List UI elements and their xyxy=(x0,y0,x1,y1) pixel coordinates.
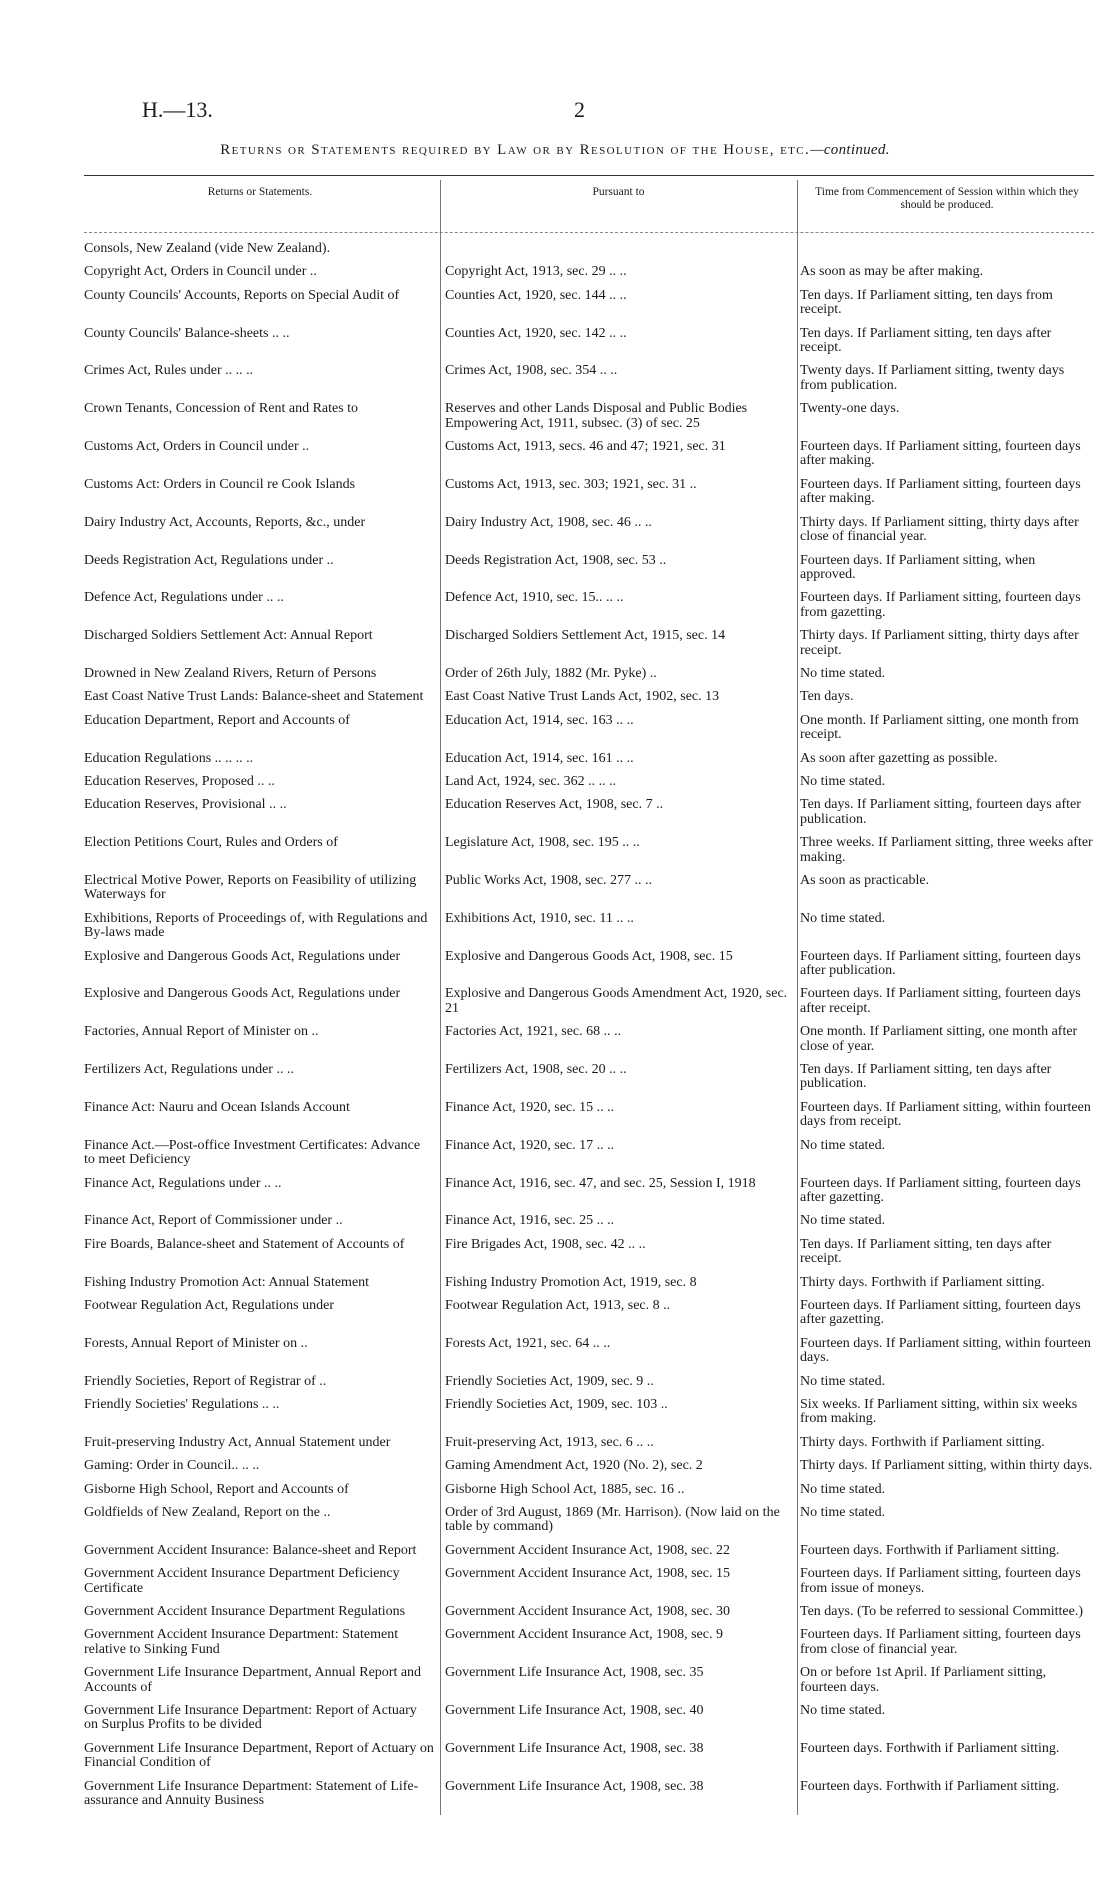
cell-time: Thirty days. If Parliament sitting, thirty days after close of financial year. xyxy=(800,514,1079,545)
cell-return: Fruit-preserving Industry Act, Annual Statement under xyxy=(84,1434,391,1450)
table-row xyxy=(84,327,1094,356)
table-row xyxy=(84,1628,1094,1657)
table-row xyxy=(84,1567,1094,1596)
cell-time: On or before 1st April. If Parliament sitting, fourteen days. xyxy=(800,1665,1047,1695)
table-row xyxy=(84,1337,1094,1366)
column-header-returns: Returns or Statements. xyxy=(207,186,313,198)
cell-pursuant: Fishing Industry Promotion Act, 1919, sec. 8 xyxy=(445,1274,697,1290)
cell-time: Fourteen days. If Parliament sitting, fourteen days after gazetting. xyxy=(800,1175,1081,1205)
cell-pursuant: Reserves and other Lands Disposal and Public Bodies Empowering Act, 1911, subsec. (3) of sec. 25 xyxy=(445,401,748,431)
cell-time: Ten days. If Parliament sitting, ten days after receipt. xyxy=(800,1236,1052,1267)
cell-return: Government Accident Insurance: Balance-sheet and Report xyxy=(84,1542,417,1558)
returns-table xyxy=(84,242,1094,1818)
cell-return: East Coast Native Trust Lands: Balance-sheet and Statement xyxy=(84,689,424,705)
cell-return: Government Life Insurance Department: Report of Actuary on Surplus Profits to be divided xyxy=(84,1703,417,1733)
cell-return: Goldfields of New Zealand, Report on the .. xyxy=(84,1505,331,1520)
cell-time: Fourteen days. If Parliament sitting, fourteen days after receipt. xyxy=(800,986,1081,1016)
cell-return: Government Accident Insurance Department: Statement relative to Sinking Fund xyxy=(84,1627,399,1657)
cell-time: As soon as may be after making. xyxy=(800,264,984,280)
cell-return: Footwear Regulation Act, Regulations under xyxy=(84,1297,335,1313)
table-row xyxy=(84,1375,1094,1389)
table-row xyxy=(84,242,1094,256)
cell-pursuant: Footwear Regulation Act, 1913, sec. 8 .. xyxy=(445,1297,671,1313)
table-row xyxy=(84,478,1094,507)
cell-pursuant: Government Accident Insurance Act, 1908, sec. 15 xyxy=(445,1566,730,1582)
table-row xyxy=(84,667,1094,681)
cell-pursuant: Forests Act, 1921, sec. 64 .. .. xyxy=(445,1335,611,1351)
cell-time: Fourteen days. Forthwith if Parliament sitting. xyxy=(800,1542,1060,1558)
cell-pursuant: Copyright Act, 1913, sec. 29 .. .. xyxy=(445,264,627,280)
cell-pursuant: Fruit-preserving Act, 1913, sec. 6 .. .. xyxy=(445,1434,654,1450)
cell-return: Defence Act, Regulations under .. .. xyxy=(84,590,284,606)
cell-time: Twenty days. If Parliament sitting, twenty days from publication. xyxy=(800,363,1065,393)
report-reference: H.—13. xyxy=(142,97,213,122)
cell-pursuant: Finance Act, 1920, sec. 15 .. .. xyxy=(445,1099,615,1115)
table-row xyxy=(84,289,1094,318)
cell-pursuant: Customs Act, 1913, sec. 303; 1921, sec. 31 .. xyxy=(445,476,697,492)
cell-time: As soon after gazetting as possible. xyxy=(800,750,998,766)
cell-pursuant: Government Accident Insurance Act, 1908, sec. 30 xyxy=(445,1604,730,1620)
cell-pursuant: Government Life Insurance Act, 1908, sec. 40 xyxy=(445,1703,704,1719)
cell-time: Fourteen days. If Parliament sitting, fourteen days after making. xyxy=(800,476,1081,507)
cell-time: Thirty days. Forthwith if Parliament sitting. xyxy=(800,1434,1045,1450)
table-row xyxy=(84,591,1094,620)
table-row xyxy=(84,1299,1094,1328)
table-row xyxy=(84,1544,1094,1558)
table-row xyxy=(84,798,1094,827)
cell-time: Six weeks. If Parliament sitting, within six weeks from making. xyxy=(800,1396,1078,1427)
cell-return: Dairy Industry Act, Accounts, Reports, &c., under xyxy=(84,514,366,530)
cell-return: Government Life Insurance Department, Report of Actuary on Financial Condition of xyxy=(84,1740,434,1771)
cell-return: Finance Act, Report of Commissioner under .. xyxy=(84,1213,343,1229)
cell-time: Thirty days. If Parliament sitting, thirty days after receipt. xyxy=(800,628,1079,658)
cell-pursuant: Gaming Amendment Act, 1920 (No. 2), sec. 2 xyxy=(445,1458,703,1474)
cell-time: Fourteen days. Forthwith if Parliament sitting. xyxy=(800,1778,1060,1794)
cell-time: No time stated. xyxy=(800,1213,886,1229)
cell-time: Fourteen days. If Parliament sitting, fourteen days after publication. xyxy=(800,948,1081,979)
cell-return: Government Life Insurance Department, Annual Report and Accounts of xyxy=(84,1665,422,1695)
cell-time: No time stated. xyxy=(800,1481,886,1497)
cell-time: Ten days. If Parliament sitting, ten days after receipt. xyxy=(800,325,1052,356)
cell-pursuant: East Coast Native Trust Lands Act, 1902, sec. 13 xyxy=(445,689,720,705)
cell-return: Forests, Annual Report of Minister on .. xyxy=(84,1335,308,1351)
table-row xyxy=(84,516,1094,545)
cell-return: Friendly Societies, Report of Registrar of .. xyxy=(84,1373,327,1389)
cell-time: Fourteen days. Forthwith if Parliament sitting. xyxy=(800,1740,1060,1756)
cell-time: No time stated. xyxy=(800,910,886,926)
table-row xyxy=(84,1605,1094,1619)
title-suffix: —continued. xyxy=(810,142,890,158)
cell-time: No time stated. xyxy=(800,1703,886,1719)
cell-return: Finance Act, Regulations under .. .. xyxy=(84,1175,282,1191)
table-row xyxy=(84,629,1094,658)
table-row xyxy=(84,1780,1094,1809)
cell-time: Ten days. xyxy=(800,689,854,705)
cell-time: Thirty days. Forthwith if Parliament sitting. xyxy=(800,1274,1045,1290)
cell-time: Fourteen days. If Parliament sitting, fourteen days from issue of moneys. xyxy=(800,1566,1081,1596)
cell-time: Fourteen days. If Parliament sitting, fourteen days from gazetting. xyxy=(800,590,1081,620)
cell-return: Election Petitions Court, Rules and Orders of xyxy=(84,835,338,851)
cell-return: Customs Act, Orders in Council under .. xyxy=(84,439,310,455)
cell-return: County Councils' Balance-sheets .. .. xyxy=(84,325,290,341)
title-text: Returns or Statements required by Law or by Resolution of the House, etc. xyxy=(220,142,811,158)
table-row xyxy=(84,1276,1094,1290)
cell-return: Finance Act: Nauru and Ocean Islands Account xyxy=(84,1099,350,1115)
cell-pursuant: Counties Act, 1920, sec. 144 .. .. xyxy=(445,287,627,303)
cell-pursuant: Defence Act, 1910, sec. 15.. .. .. xyxy=(445,590,624,606)
table-row xyxy=(84,775,1094,789)
cell-pursuant: Legislature Act, 1908, sec. 195 .. .. xyxy=(445,835,640,851)
table-row xyxy=(84,836,1094,865)
cell-pursuant: Fire Brigades Act, 1908, sec. 42 .. .. xyxy=(445,1236,646,1252)
table-row xyxy=(84,1742,1094,1771)
cell-time: No time stated. xyxy=(800,1505,886,1520)
cell-return: Fishing Industry Promotion Act: Annual Statement xyxy=(84,1274,370,1290)
cell-pursuant: Explosive and Dangerous Goods Act, 1908, sec. 15 xyxy=(445,948,733,964)
table-row xyxy=(84,950,1094,979)
cell-pursuant: Explosive and Dangerous Goods Amendment Act, 1920, sec. 21 xyxy=(445,986,788,1016)
cell-return: Consols, New Zealand (vide New Zealand). xyxy=(84,241,331,256)
table-row xyxy=(84,1101,1094,1130)
table-row xyxy=(84,1177,1094,1206)
cell-return: Crimes Act, Rules under .. .. .. xyxy=(84,363,254,379)
cell-pursuant: Government Life Insurance Act, 1908, sec. 35 xyxy=(445,1665,704,1681)
cell-time: No time stated. xyxy=(800,1373,886,1389)
cell-pursuant: Government Life Insurance Act, 1908, sec. 38 xyxy=(445,1778,704,1794)
cell-pursuant: Education Reserves Act, 1908, sec. 7 .. xyxy=(445,797,664,813)
cell-pursuant: Land Act, 1924, sec. 362 .. .. .. xyxy=(445,773,617,789)
cell-return: County Councils' Accounts, Reports on Special Audit of xyxy=(84,287,400,303)
header-bottom-rule xyxy=(84,232,1094,233)
column-header-time: Time from Commencement of Session within which they should be produced. xyxy=(815,186,1079,211)
cell-time: One month. If Parliament sitting, one month after close of year. xyxy=(800,1024,1078,1054)
cell-return: Crown Tenants, Concession of Rent and Rates to xyxy=(84,401,359,417)
cell-return: Fire Boards, Balance-sheet and Statement of Accounts of xyxy=(84,1236,405,1252)
cell-time: Fourteen days. If Parliament sitting, fourteen days from close of financial year. xyxy=(800,1627,1081,1657)
cell-pursuant: Finance Act, 1916, sec. 25 .. .. xyxy=(445,1213,615,1229)
cell-time: Ten days. If Parliament sitting, fourteen days after publication. xyxy=(800,797,1081,827)
cell-return: Education Reserves, Provisional .. .. xyxy=(84,797,287,813)
cell-time: Ten days. (To be referred to sessional Committee.) xyxy=(800,1604,1084,1620)
cell-return: Deeds Registration Act, Regulations under .. xyxy=(84,552,334,568)
cell-return: Government Life Insurance Department: Statement of Life-assurance and Annuity Business xyxy=(84,1778,419,1809)
cell-return: Fertilizers Act, Regulations under .. .. xyxy=(84,1062,294,1078)
header-top-rule xyxy=(84,175,1094,176)
table-row xyxy=(84,1398,1094,1427)
table-row xyxy=(84,1214,1094,1228)
cell-time: Fourteen days. If Parliament sitting, within fourteen days. xyxy=(800,1335,1091,1366)
cell-pursuant: Customs Act, 1913, secs. 46 and 47; 1921, sec. 31 xyxy=(445,439,726,455)
table-row xyxy=(84,1436,1094,1450)
cell-return: Copyright Act, Orders in Council under .. xyxy=(84,264,317,280)
cell-time: No time stated. xyxy=(800,773,886,789)
cell-pursuant: Fertilizers Act, 1908, sec. 20 .. .. xyxy=(445,1062,627,1078)
cell-return: Education Regulations .. .. .. .. xyxy=(84,750,254,766)
cell-return: Gisborne High School, Report and Accounts of xyxy=(84,1481,349,1497)
cell-return: Drowned in New Zealand Rivers, Return of Persons xyxy=(84,665,377,681)
cell-return: Friendly Societies' Regulations .. .. xyxy=(84,1396,280,1412)
table-row xyxy=(84,874,1094,903)
cell-return: Explosive and Dangerous Goods Act, Regulations under xyxy=(84,986,401,1002)
table-row xyxy=(84,1666,1094,1695)
cell-pursuant: Friendly Societies Act, 1909, sec. 9 .. xyxy=(445,1373,654,1389)
cell-pursuant: Gisborne High School Act, 1885, sec. 16 .. xyxy=(445,1481,685,1497)
cell-pursuant: Order of 3rd August, 1869 (Mr. Harrison). (Now laid on the table by command) xyxy=(445,1505,780,1535)
cell-pursuant: Discharged Soldiers Settlement Act, 1915, sec. 14 xyxy=(445,628,726,644)
cell-pursuant: Friendly Societies Act, 1909, sec. 103 .. xyxy=(445,1396,668,1412)
cell-pursuant: Finance Act, 1916, sec. 47, and sec. 25, Session I, 1918 xyxy=(445,1175,756,1191)
cell-pursuant xyxy=(440,242,796,256)
cell-pursuant: Exhibitions Act, 1910, sec. 11 .. .. xyxy=(445,910,634,926)
table-row xyxy=(84,1139,1094,1168)
table-row xyxy=(84,1063,1094,1092)
cell-time: As soon as practicable. xyxy=(800,873,930,888)
cell-pursuant: Government Life Insurance Act, 1908, sec. 38 xyxy=(445,1740,704,1756)
cell-time: Fourteen days. If Parliament sitting, fourteen days after making. xyxy=(800,439,1081,469)
cell-pursuant: Government Accident Insurance Act, 1908, sec. 9 xyxy=(445,1627,723,1643)
table-row xyxy=(84,714,1094,743)
table-row xyxy=(84,265,1094,279)
cell-return: Customs Act: Orders in Council re Cook Islands xyxy=(84,476,356,492)
table-row xyxy=(84,1704,1094,1733)
table-row xyxy=(84,690,1094,704)
cell-return: Electrical Motive Power, Reports on Feasibility of utilizing Waterways for xyxy=(84,873,417,903)
cell-return: Gaming: Order in Council.. .. .. xyxy=(84,1458,260,1474)
table-row xyxy=(84,364,1094,393)
table-row xyxy=(84,752,1094,766)
table-row xyxy=(84,402,1094,431)
page-title xyxy=(80,142,1030,159)
cell-time: One month. If Parliament sitting, one month from receipt. xyxy=(800,712,1079,743)
cell-pursuant: Education Act, 1914, sec. 161 .. .. xyxy=(445,750,634,766)
cell-pursuant: Finance Act, 1920, sec. 17 .. .. xyxy=(445,1137,615,1153)
cell-pursuant: Factories Act, 1921, sec. 68 .. .. xyxy=(445,1024,622,1040)
table-row xyxy=(84,1238,1094,1267)
cell-time: Ten days. If Parliament sitting, ten days after publication. xyxy=(800,1062,1052,1092)
cell-return: Government Accident Insurance Department Regulations xyxy=(84,1604,406,1620)
table-row xyxy=(84,554,1094,583)
cell-return: Government Accident Insurance Department Deficiency Certificate xyxy=(84,1566,400,1596)
cell-time: Twenty-one days. xyxy=(800,401,900,417)
cell-time: Three weeks. If Parliament sitting, three weeks after making. xyxy=(800,835,1093,865)
cell-time xyxy=(796,242,1094,256)
cell-return: Explosive and Dangerous Goods Act, Regulations under xyxy=(84,948,401,964)
cell-pursuant: Public Works Act, 1908, sec. 277 .. .. xyxy=(445,873,653,888)
table-row xyxy=(84,440,1094,469)
cell-return: Factories, Annual Report of Minister on .. xyxy=(84,1024,319,1040)
table-row xyxy=(84,1025,1094,1054)
cell-return: Discharged Soldiers Settlement Act: Annual Report xyxy=(84,628,373,644)
cell-return: Exhibitions, Reports of Proceedings of, with Regulations and By-laws made xyxy=(84,910,428,941)
cell-return: Finance Act.—Post-office Investment Certificates: Advance to meet Deficiency xyxy=(84,1137,421,1168)
cell-time: No time stated. xyxy=(800,665,886,681)
table-row xyxy=(84,1459,1094,1473)
cell-pursuant: Education Act, 1914, sec. 163 .. .. xyxy=(445,712,634,728)
cell-time: Thirty days. If Parliament sitting, within thirty days. xyxy=(800,1458,1093,1474)
cell-pursuant: Deeds Registration Act, 1908, sec. 53 .. xyxy=(445,552,667,568)
cell-time: Fourteen days. If Parliament sitting, when approved. xyxy=(800,552,1036,582)
cell-time: Ten days. If Parliament sitting, ten days from receipt. xyxy=(800,287,1053,318)
cell-pursuant: Counties Act, 1920, sec. 142 .. .. xyxy=(445,325,627,341)
cell-time: Fourteen days. If Parliament sitting, fourteen days after gazetting. xyxy=(800,1297,1081,1328)
table-row xyxy=(84,912,1094,941)
table-row xyxy=(84,987,1094,1016)
cell-pursuant: Government Accident Insurance Act, 1908, sec. 22 xyxy=(445,1542,730,1558)
cell-time: Fourteen days. If Parliament sitting, within fourteen days from receipt. xyxy=(800,1099,1091,1130)
cell-return: Education Reserves, Proposed .. .. xyxy=(84,773,275,789)
cell-time: No time stated. xyxy=(800,1137,886,1153)
cell-pursuant: Order of 26th July, 1882 (Mr. Pyke) .. xyxy=(445,665,657,681)
table-row xyxy=(84,1506,1094,1535)
column-header-pursuant: Pursuant to xyxy=(592,186,645,198)
cell-pursuant: Dairy Industry Act, 1908, sec. 46 .. .. xyxy=(445,514,652,530)
cell-pursuant: Crimes Act, 1908, sec. 354 .. .. xyxy=(445,363,618,379)
table-row xyxy=(84,1483,1094,1497)
cell-return: Education Department, Report and Accounts of xyxy=(84,712,350,728)
page-number: 2 xyxy=(574,97,585,122)
